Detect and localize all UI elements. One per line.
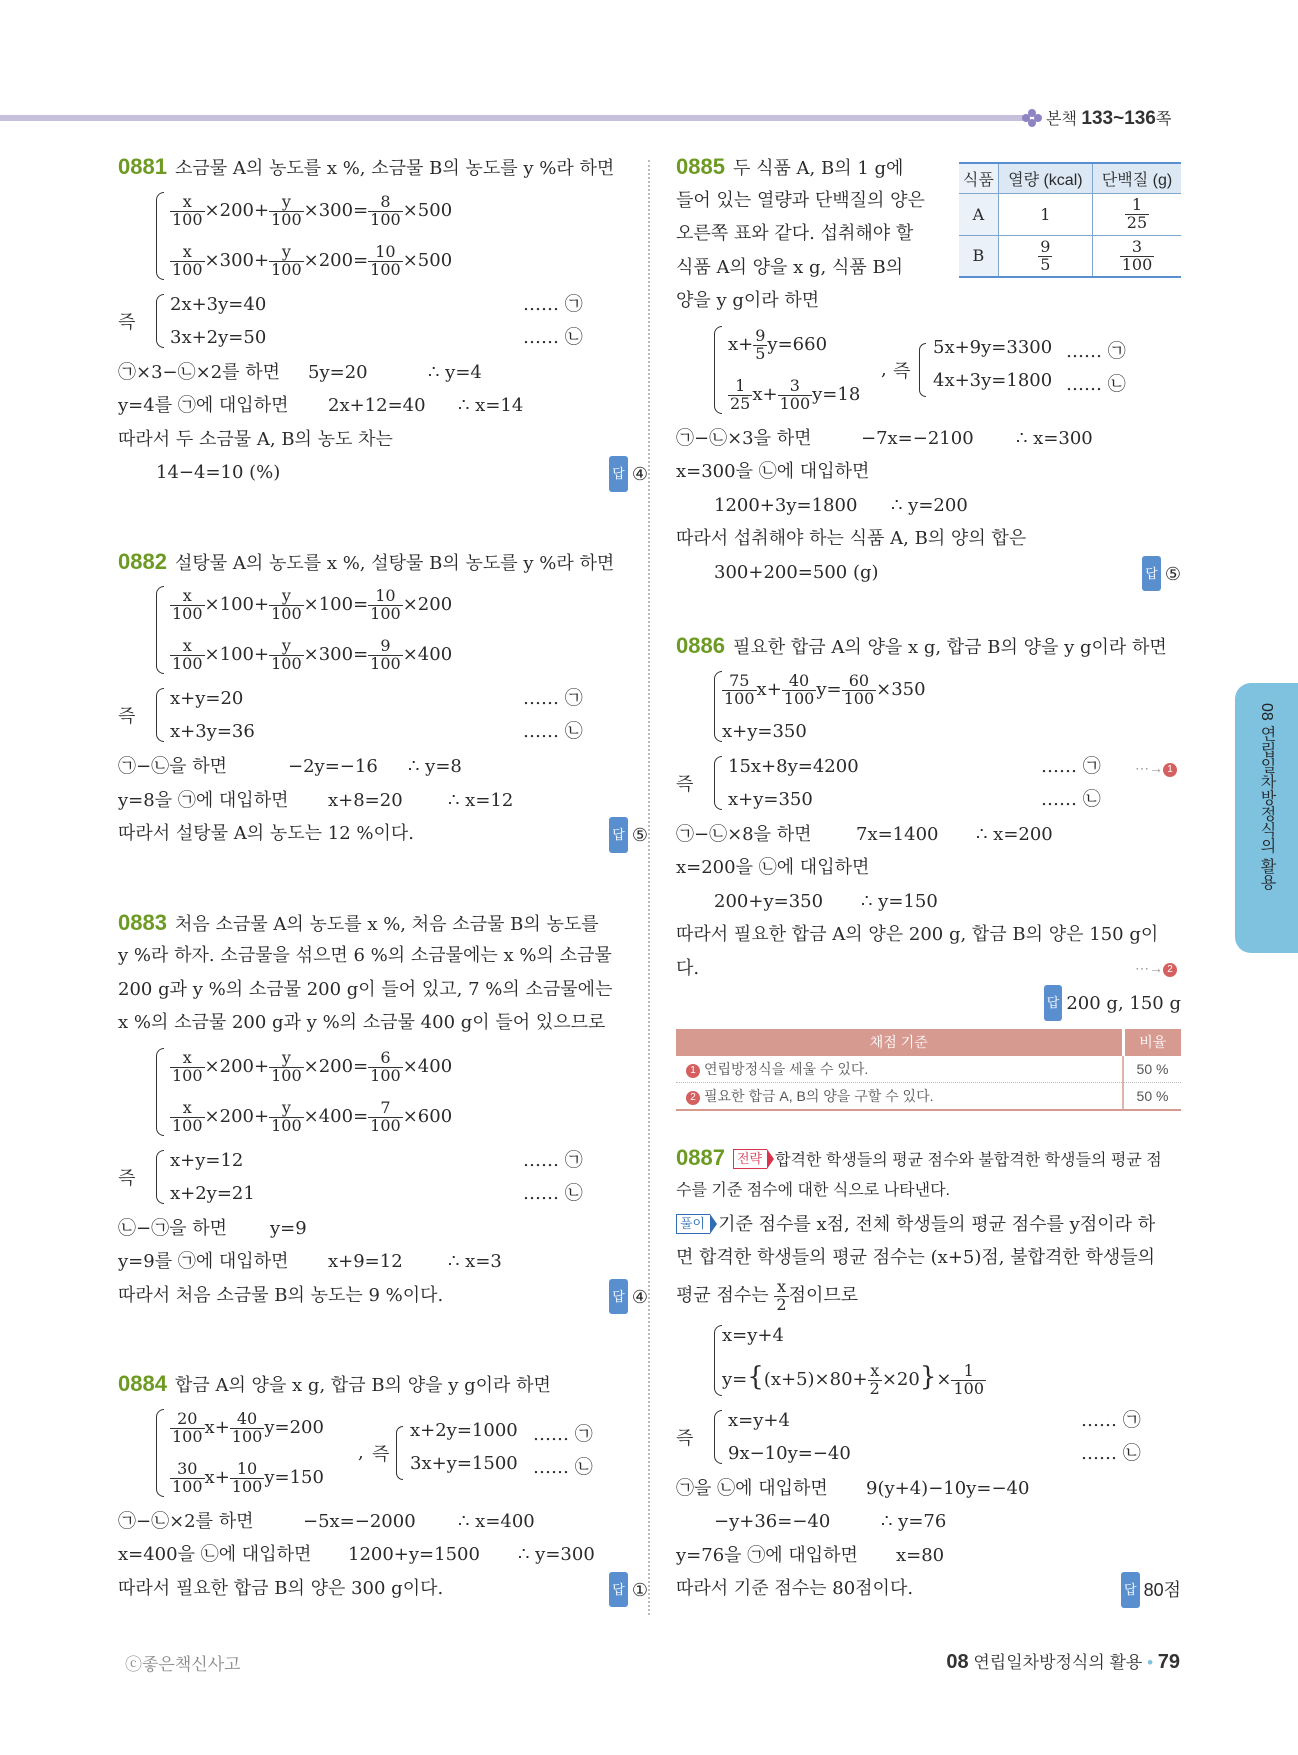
- step-marker: ⋯→ 2: [1135, 952, 1181, 986]
- problem-0883: 0883 처음 소금물 A의 농도를 x %, 처음 소금물 B의 농도를 y %라 하자. 소금물을 섞으면 6 %의 소금물에는 x %의 소금물 200 g과 y %의 소금물 200 g이 들어 있고, 7 %의 소금물에는 x %의 소금물 200 g과 y %의 소금물 400 g이 들어 있으므로 $\frac{x}{100}$ ×200+ $\frac{y}{100}$ ×200= $\frac{6}{100}$ ×400 $\frac{x}{100}$ ×200+ $\frac{y}{100}$ ×400= $\frac{7}{100}$ ×600 즉 x+y=12 …… ㉠ x+2y=21 …… ㉡ ㉡−㉠을 하면 y=9 y=9를 ㉠에 대입하면 x+9=12 ∴ x=3 따라서 처음 소금물 B의 농도는 9 %이다. 답 ④: [118, 906, 648, 1313]
- equation: 9x−10y=−40 …… ㉡: [728, 1442, 1141, 1464]
- chapter-side-tab: 08 연립일차방정식의 활용: [1235, 683, 1298, 953]
- equation: x+3y=36 …… ㉡: [170, 721, 583, 742]
- answer: 답 ④: [609, 456, 648, 492]
- answer: 답 ①: [609, 1572, 648, 1608]
- right-column: [676, 150, 1181, 1606]
- problem-number: 0881: [118, 154, 167, 179]
- left-column: [118, 150, 648, 1605]
- equation: $\frac{1}{25}$ x+ $\frac{3}{100}$ y=18: [730, 375, 861, 413]
- equation: $\frac{x}{100}$ ×100+ $\frac{y}{100}$ ×100= $\frac{10}{100}$ ×200: [172, 586, 453, 623]
- equation: $\frac{x}{100}$ ×200+ $\frac{y}{100}$ ×400= $\frac{7}{100}$ ×600: [172, 1097, 453, 1135]
- equation: x+y=350 …… ㉡: [728, 788, 1101, 810]
- equation: $\frac{x}{100}$ ×200+ $\frac{y}{100}$ ×300= $\frac{8}{100}$ ×500: [172, 191, 453, 229]
- flower-icon: [1022, 109, 1042, 127]
- grading-table: 채점 기준 비율 1 연립방정식을 세울 수 있다. 50 % 2 필요한 합금 A, B의 양을 구할 수 있다. 50 %: [676, 1029, 1181, 1111]
- problem-number: 0884: [118, 1371, 167, 1396]
- problem-number: 0885: [676, 154, 725, 179]
- publisher: ⓒ좋은책신사고: [125, 1655, 241, 1674]
- equation: 2x+3y=40 …… ㉠: [170, 293, 583, 315]
- equation: 3x+2y=50 …… ㉡: [170, 326, 583, 348]
- solution-tag: 풀이: [676, 1214, 710, 1234]
- equation: x+y=12 …… ㉠: [170, 1149, 583, 1171]
- strategy-tag: 전략: [733, 1149, 767, 1169]
- problem-number: 0886: [676, 633, 725, 658]
- problem-0886: 0886 필요한 합금 A의 양을 x g, 합금 B의 양을 y g이라 하면 $\frac{75}{100}$ x+ $\frac{40}{100}$ y= $\frac{60}{100}$ ×350 x+y=350 즉 15x+8y=4200 …… ㉠ x+y=350 …… ㉡ ⋯→ 1 ㉠−㉡×8을 하면 7x=1400 ∴ x=200 x=200을 ㉡에 대입하면 200+y=350 ∴ y=150 따라서 필요한 합금 A의 양은 200 g, 합금 B의 양은 150 g이 다. ⋯→ 2 답 200 g, 150 g 채점 기준 비율 1 연립방정식을 세울 수 있다. 50 % 2 필요한 합금 A, B의 양을 구할 수 있다. 50 %: [676, 629, 1181, 1111]
- step-marker: ⋯→ 1: [1135, 760, 1181, 777]
- equation: x=y+4: [722, 1324, 784, 1346]
- equation: x+y=350: [722, 720, 807, 742]
- problem-0885: 식품 열량 (kcal) 단백질 (g) A 1 $\frac{1}{25}$ B $\frac{9}{5}$ $\frac{3}{100}$ 0885 두 식품 A, B의 1 g에 들어 있는 열량과 단백질의 양은 오른쪽 표와 같다. 섭취해야 할 식품 A의 양을 x g, 식품 B의 양을 y g이라 하면 x+ $\frac{9}{5}$ y=660 $\frac{1}{25}$ x+ $\frac{3}{100}$ y=18 , 즉 5x+9y=3300 …… ㉠ 4x+3y=1800 …… ㉡ ㉠−㉡×3을 하면 −7x=−2100 ∴ x=300 x=300을 ㉡에 대입하면 1200+3y=1800 ∴ y=200 따라서 섭취해야 하는 식품 A, B의 양의 합은 300+200=500 (g) 답 ⑤: [676, 150, 1181, 589]
- equation: $\frac{20}{100}$ x+ $\frac{40}{100}$ y=200: [172, 1408, 324, 1446]
- problem-0881: 0881 소금물 A의 농도를 x %, 소금물 B의 농도를 y %라 하면 $\frac{x}{100}$ ×200+ $\frac{y}{100}$ ×300= $\frac{8}{100}$ ×500 $\frac{x}{100}$ ×300+ $\frac{y}{100}$ ×200= $\frac{10}{100}$ ×500 즉 2x+3y=40 …… ㉠ 3x+2y=50 …… ㉡ ㉠×3−㉡×2를 하면 5y=20 ∴ y=4 y=4를 ㉠에 대입하면 2x+12=40 ∴ x=14 따라서 두 소금물 A, B의 농도 차는 14−4=10 (%) 답 ④: [118, 150, 648, 490]
- equation: $\frac{x}{100}$ ×100+ $\frac{y}{100}$ ×300= $\frac{9}{100}$ ×400: [172, 636, 453, 673]
- equation: $\frac{x}{100}$ ×300+ $\frac{y}{100}$ ×200= $\frac{10}{100}$ ×500: [172, 241, 453, 279]
- problem-number: 0887: [676, 1144, 725, 1170]
- header-rule: [0, 115, 1030, 121]
- equation: $\frac{75}{100}$ x+ $\frac{40}{100}$ y= $\frac{60}{100}$ ×350: [724, 670, 926, 708]
- equation: x=y+4 …… ㉠: [728, 1409, 1141, 1431]
- equation: x+ $\frac{9}{5}$ y=660: [728, 325, 828, 363]
- problem-number: 0882: [118, 548, 167, 574]
- answer: 답 ⑤: [1142, 556, 1181, 592]
- answer: 답 200 g, 150 g: [1044, 985, 1181, 1021]
- equation: y={(x+5)×80+ $\frac{x}{2}$ ×20}× $\frac{1}{100}$: [722, 1360, 984, 1398]
- answer: 답 80점: [1121, 1572, 1181, 1608]
- equation: 15x+8y=4200 …… ㉠: [728, 755, 1101, 777]
- equation: $\frac{30}{100}$ x+ $\frac{10}{100}$ y=150: [172, 1458, 324, 1496]
- equation: x+2y=21 …… ㉡: [170, 1182, 583, 1204]
- problem-0887: 0887 전략 합격한 학생들의 평균 점수와 불합격한 학생들의 평균 점 수를 기준 점수에 대한 식으로 나타낸다. 풀이 기준 점수를 x점, 전체 학생들의 평균 점수를 y점이라 하 면 합격한 학생들의 평균 점수는 (x+5)점, 불합격한 학생들의 평균 점수는 $\frac{x}{2}$ 점이므로 x=y+4 y={(x+5)×80+ $\frac{x}{2}$ ×20}× $\frac{1}{100}$ 즉 x=y+4 …… ㉠ 9x−10y=−40 …… ㉡ ㉠을 ㉡에 대입하면 9(y+4)−10y=−40 −y+36=−40 ∴ y=76 y=76을 ㉠에 대입하면 x=80 따라서 기준 점수는 80점이다. 답 80점: [676, 1141, 1181, 1606]
- column-divider: [648, 160, 650, 1615]
- page-footer: 08 연립일차방정식의 활용 • 79: [946, 1651, 1180, 1673]
- problem-0884: 0884 합금 A의 양을 x g, 합금 B의 양을 y g이라 하면 $\frac{20}{100}$ x+ $\frac{40}{100}$ y=200 $\frac{30}{100}$ x+ $\frac{10}{100}$ y=150 , 즉 x+2y=1000 …… ㉠ 3x+y=1500 …… ㉡ ㉠−㉡×2를 하면 −5x=−2000 ∴ x=400 x=400을 ㉡에 대입하면 1200+y=1500 ∴ y=300 따라서 필요한 합금 B의 양은 300 g이다. 답 ①: [118, 1367, 648, 1605]
- problem-0882: 0882 설탕물 A의 농도를 x %, 설탕물 B의 농도를 y %라 하면 $\frac{x}{100}$ ×100+ $\frac{y}{100}$ ×100= $\frac{10}{100}$ ×200 $\frac{x}{100}$ ×100+ $\frac{y}{100}$ ×300= $\frac{9}{100}$ ×400 즉 x+y=20 …… ㉠ x+3y=36 …… ㉡ ㉠−㉡을 하면 −2y=−16 ∴ y=8 y=8을 ㉠에 대입하면 x+8=20 ∴ x=12 따라서 설탕물 A의 농도는 12 %이다. 답 ⑤: [118, 545, 648, 851]
- equation: $\frac{x}{100}$ ×200+ $\frac{y}{100}$ ×200= $\frac{6}{100}$ ×400: [172, 1047, 453, 1085]
- answer: 답 ④: [609, 1279, 648, 1315]
- equation: x+y=20 …… ㉠: [170, 688, 583, 709]
- problem-number: 0883: [118, 909, 167, 935]
- nutrition-table: 식품 열량 (kcal) 단백질 (g) A 1 $\frac{1}{25}$ B $\frac{9}{5}$ $\frac{3}{100}$: [959, 162, 1181, 278]
- answer: 답 ⑤: [609, 817, 648, 853]
- book-reference: 본책 133~136쪽: [1022, 106, 1171, 130]
